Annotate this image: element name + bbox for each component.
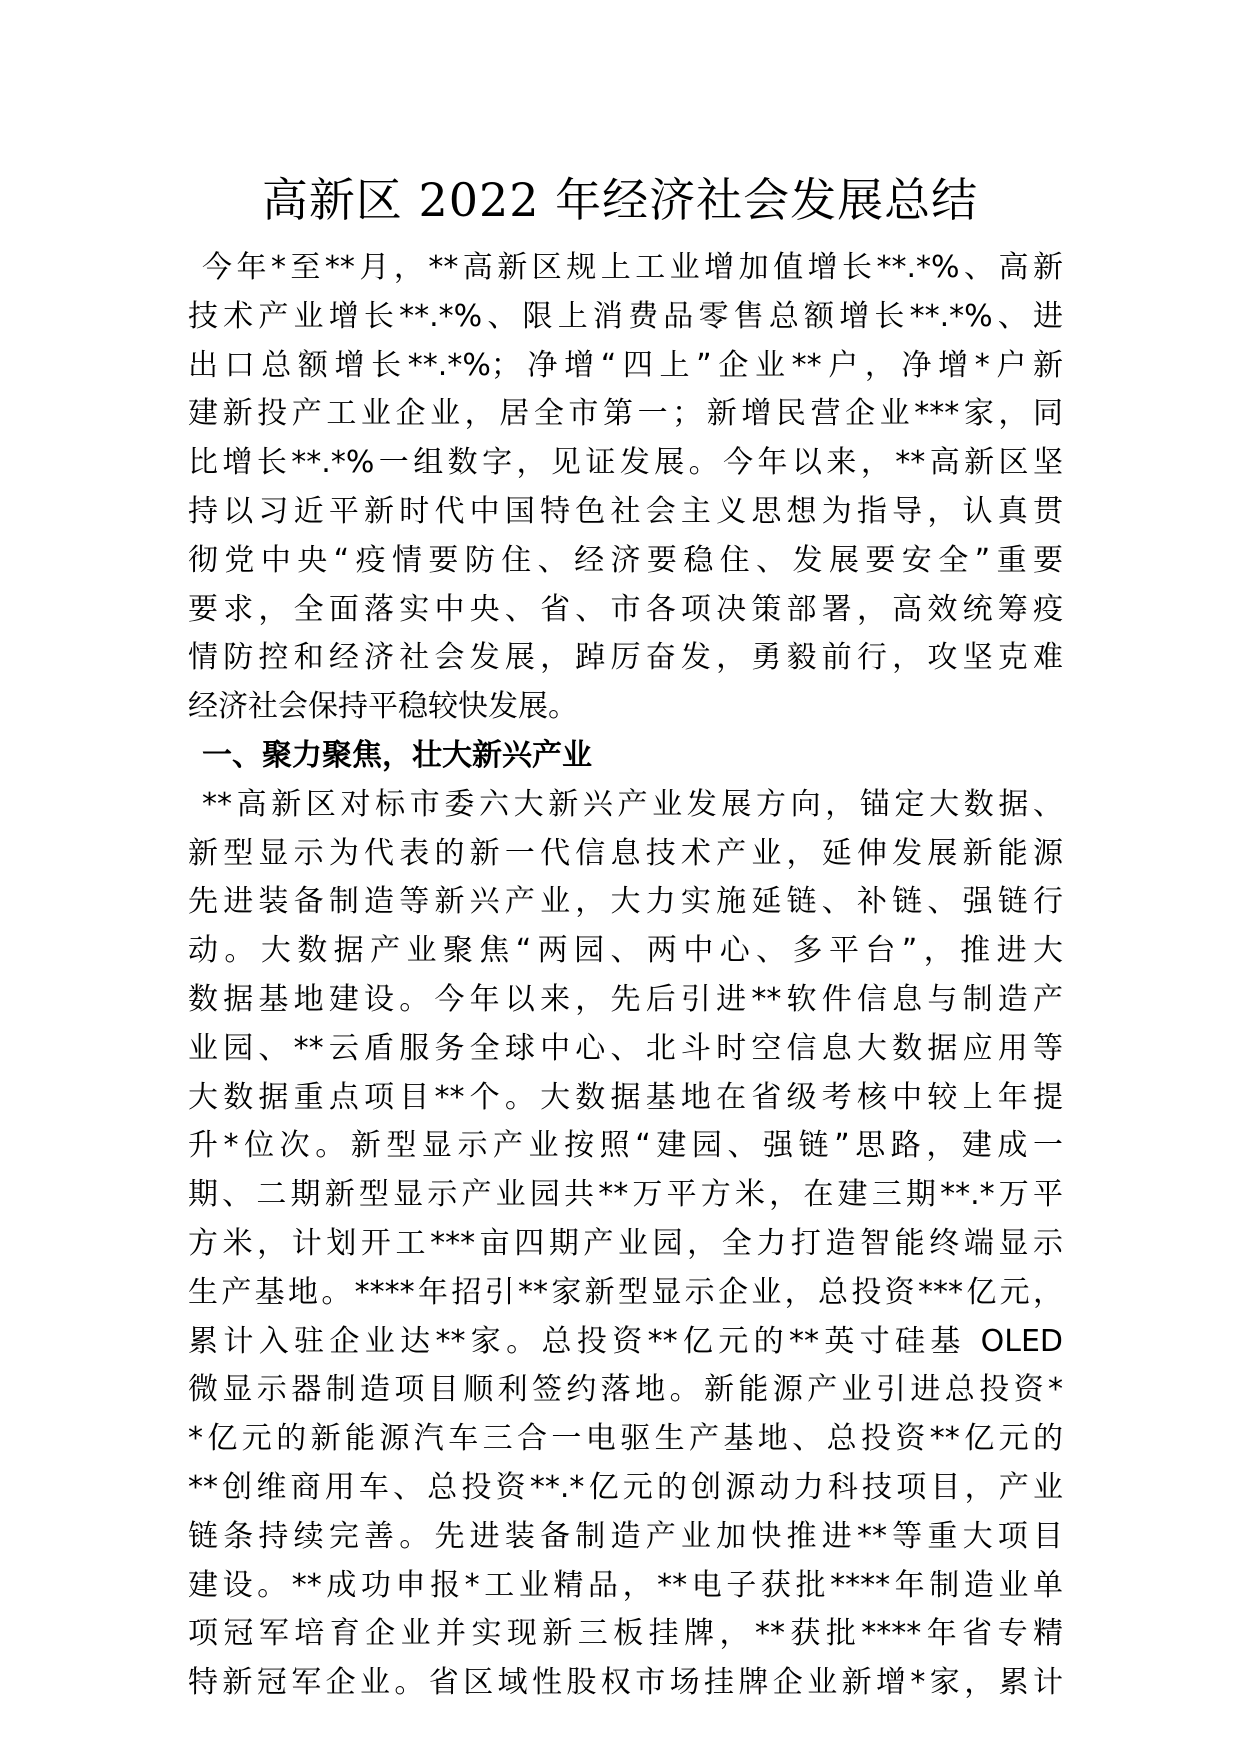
paragraph-line: 微显示器制造项目顺利签约落地。新能源产业引进总投资* [188, 1372, 1063, 1408]
paragraph-line: 持以习近平新时代中国特色社会主义思想为指导，认真贯 [188, 493, 1063, 529]
document-title: 高新区 2022 年经济社会发展总结 [261, 173, 979, 227]
paragraph-line: 升*位次。新型显示产业按照“建园、强链”思路，建成一 [188, 1128, 1063, 1164]
paragraph-line: 业园、**云盾服务全球中心、北斗时空信息大数据应用等 [188, 1030, 1063, 1066]
paragraph-line: 期、二期新型显示产业园共**万平方米，在建三期**.*万平 [188, 1177, 1063, 1213]
paragraph-line: 今年*至**月，**高新区规上工业增加值增长**.*%、高新 [202, 250, 1063, 285]
intro-paragraph [188, 244, 1063, 732]
paragraph-line: 情防控和经济社会发展，踔厉奋发，勇毅前行，攻坚克难 [188, 640, 1063, 676]
paragraph-line: 出口总额增长**.*%；净增“四上”企业**户，净增*户新 [188, 347, 1063, 383]
paragraph-line: 建设。**成功申报*工业精品，**电子获批****年制造业单 [188, 1567, 1063, 1603]
paragraph-line: 建新投产工业企业，居全市第一；新增民营企业***家，同 [188, 396, 1063, 432]
paragraph-line: 生产基地。****年招引**家新型显示企业，总投资***亿元， [188, 1274, 1063, 1310]
paragraph-line: 链条持续完善。先进装备制造产业加快推进**等重大项目 [188, 1518, 1063, 1554]
paragraph-line: 经济社会保持平稳较快发展。 [188, 689, 578, 725]
paragraph-line: 要求，全面落实中央、省、市各项决策部署，高效统筹疫 [188, 591, 1063, 627]
paragraph-line: 彻党中央“疫情要防住、经济要稳住、发展要安全”重要 [188, 542, 1063, 578]
paragraph-line: 技术产业增长**.*%、限上消费品零售总额增长**.*%、进 [188, 298, 1063, 334]
paragraph-line: **创维商用车、总投资**.*亿元的创源动力科技项目，产业 [188, 1469, 1063, 1505]
document-body [188, 244, 1063, 1708]
paragraph-line: 特新冠军企业。省区域性股权市场挂牌企业新增*家，累计 [188, 1665, 1063, 1701]
paragraph-line: 动。大数据产业聚焦“两园、两中心、多平台”，推进大 [188, 933, 1063, 969]
paragraph-line: 数据基地建设。今年以来，先后引进**软件信息与制造产 [188, 981, 1063, 1017]
paragraph-line: 比增长**.*%一组数字，见证发展。今年以来，**高新区坚 [188, 445, 1063, 481]
section-paragraph [188, 781, 1063, 1708]
paragraph-line: 先进装备制造等新兴产业，大力实施延链、补链、强链行 [188, 884, 1063, 920]
paragraph-line: **高新区对标市委六大新兴产业发展方向，锚定大数据、 [202, 786, 1063, 822]
paragraph-line: 方米，计划开工***亩四期产业园，全力打造智能终端显示 [188, 1225, 1063, 1261]
paragraph-line: 新型显示为代表的新一代信息技术产业，延伸发展新能源 [188, 835, 1063, 871]
paragraph-line: 累计入驻企业达**家。总投资**亿元的**英寸硅基 OLED [188, 1323, 1063, 1359]
section-heading: 一、聚力聚焦，壮大新兴产业 [202, 737, 592, 773]
paragraph-line: 项冠军培育企业并实现新三板挂牌，**获批****年省专精 [188, 1616, 1063, 1652]
paragraph-line: *亿元的新能源汽车三合一电驱生产基地、总投资**亿元的 [188, 1421, 1063, 1457]
paragraph-line: 大数据重点项目**个。大数据基地在省级考核中较上年提 [188, 1079, 1063, 1115]
